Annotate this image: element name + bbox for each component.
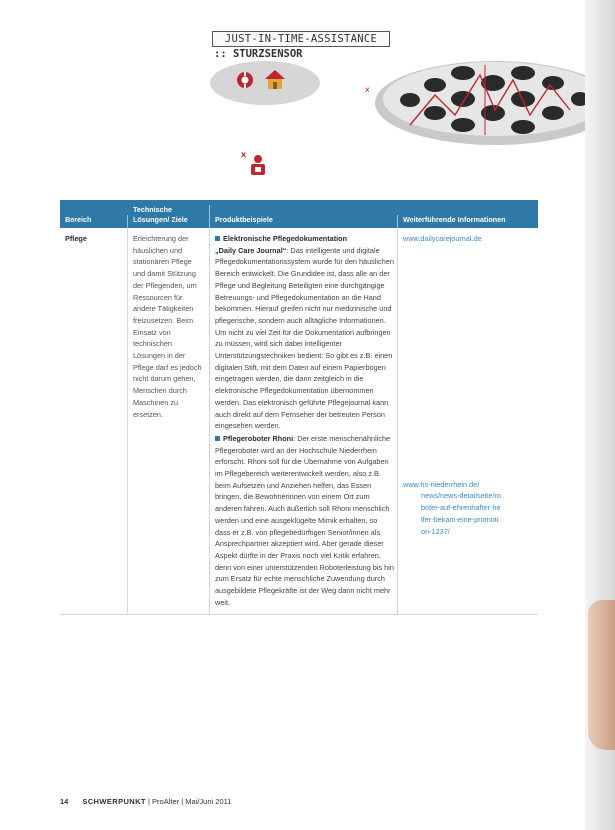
- header-area: Bereich: [60, 215, 128, 228]
- section-name: SCHWERPUNKT: [82, 797, 146, 806]
- bullet-icon: [215, 436, 220, 441]
- solutions-table: [60, 200, 538, 615]
- table-row: [60, 228, 538, 615]
- separator: |: [179, 797, 186, 806]
- cell-products: [210, 228, 398, 614]
- lifebuoy-icon: [237, 72, 253, 88]
- link-hs-niederrhein-cont[interactable]: news/news-detailseite/roboter-auf-ehrenhafter-helfer-bekam-eine-promotion-1237/: [421, 491, 501, 536]
- table-header-row: [60, 200, 538, 228]
- cell-info: [398, 228, 538, 614]
- cell-goal: Erleichterung der häuslichen und stationären Pflege und damit Stützung der Pflegenden, um Ressourcen für andere Tätigkeiten freizusetzen. Beim Einsatz von technischen Lösungen in der Pflege darf es jedoch nicht darum gehen, Menschen durch Maschinen zu ersetzen.: [128, 228, 210, 614]
- section-subtitle: :: STURZSENSOR: [214, 48, 303, 60]
- header-goals: Technische Lösungen/ Ziele: [128, 205, 210, 228]
- magazine-name: ProAlter: [152, 797, 180, 806]
- icon-bubble: [210, 61, 320, 105]
- alert-x-mark: x: [241, 150, 247, 159]
- product-text: : Der erste menschenähnliche Pflegeroboter wird an der Hochschule Niederrhein erforscht. Rhoni soll für die Übernahme von Aufgaben im Pflegebereich weiterentwickelt werden, also z.B. beim Aufsetzen und Anziehen helfen, das Essen bringen, die Bewohnerinnen von einem Ort zum anderen fahren. Auch äußerlich soll Rhoni menschlich werden und eine ausgeklügelte Mimik erhalten, so dass er z.B. von pflegebedürftigen Senior/innen als Ansprechpartner akzeptiert wird. Aber gerade dieser Aspekt dürfte in der Praxis noch viel Kritik erfahren, denn von einer unterstützenden Roboterleistung bis hin zum Ersatz für echte menschliche Zuwendung durch ausgebildete Pflegekräfte ist der Weg dann nicht mehr weit.: [215, 433, 394, 607]
- alert-x-mark: x: [365, 85, 370, 94]
- link-dailycarejournal[interactable]: www.dailycarejournal.de: [403, 234, 482, 243]
- header-info: Weiterführende Informationen: [403, 215, 506, 224]
- cell-area: Pflege: [60, 228, 128, 614]
- sensor-mat: [375, 61, 585, 145]
- section-title: JUST-IN-TIME-ASSISTANCE: [212, 31, 390, 47]
- hand-holding-page: [588, 600, 615, 750]
- product-text: : Das intelligente und digitale Pflegedokumentationssystem wurde für den häuslichen Bereich entwickelt. Die Grundidee ist, dass alle an der Pflege und Begleitung Beteiligten eine durchgängige Betreuungs- und Pflegedokumentation an die Hand bekommen. Hierauf greifen nicht nur medizinische und pflegerische, sondern auch alltägliche Informationen. Um nicht zu viel Zeit für die Dokumentation aufbringen zu müssen, wird sich dabei intelligenter Unterstützungstechniken bedient: So gibt es z.B. einen digitalen Stift, mit dem Daten auf einem Papierbogen eingetragen werden, die dann zeitgleich in die elektronische Pflegedokumentation übernommen werden. Das elektronisch geführte Pflegejournal kann auch direkt auf dem Fernseher der betreuten Person eingesehen werden.: [215, 245, 394, 431]
- fall-sensor-illustration: [195, 55, 585, 185]
- product-item: [215, 433, 394, 609]
- page-number: 14: [60, 797, 69, 806]
- person-icon: [251, 155, 265, 175]
- product-item: [215, 233, 394, 432]
- product-name: Elektronische Pflegedokumentation: [223, 234, 348, 243]
- link-hs-niederrhein[interactable]: www.hs-niederrhein.de/: [403, 479, 480, 489]
- separator: |: [145, 797, 153, 806]
- bullet-icon: [215, 236, 220, 241]
- page-footer: [60, 797, 231, 806]
- issue-date: Mai/Juni 2011: [185, 797, 232, 806]
- product-subtitle: „Daily Care Journal“: [215, 245, 287, 255]
- product-name: Pflegeroboter Rhoni: [223, 433, 294, 443]
- header-products: Produktbeispiele: [210, 215, 398, 228]
